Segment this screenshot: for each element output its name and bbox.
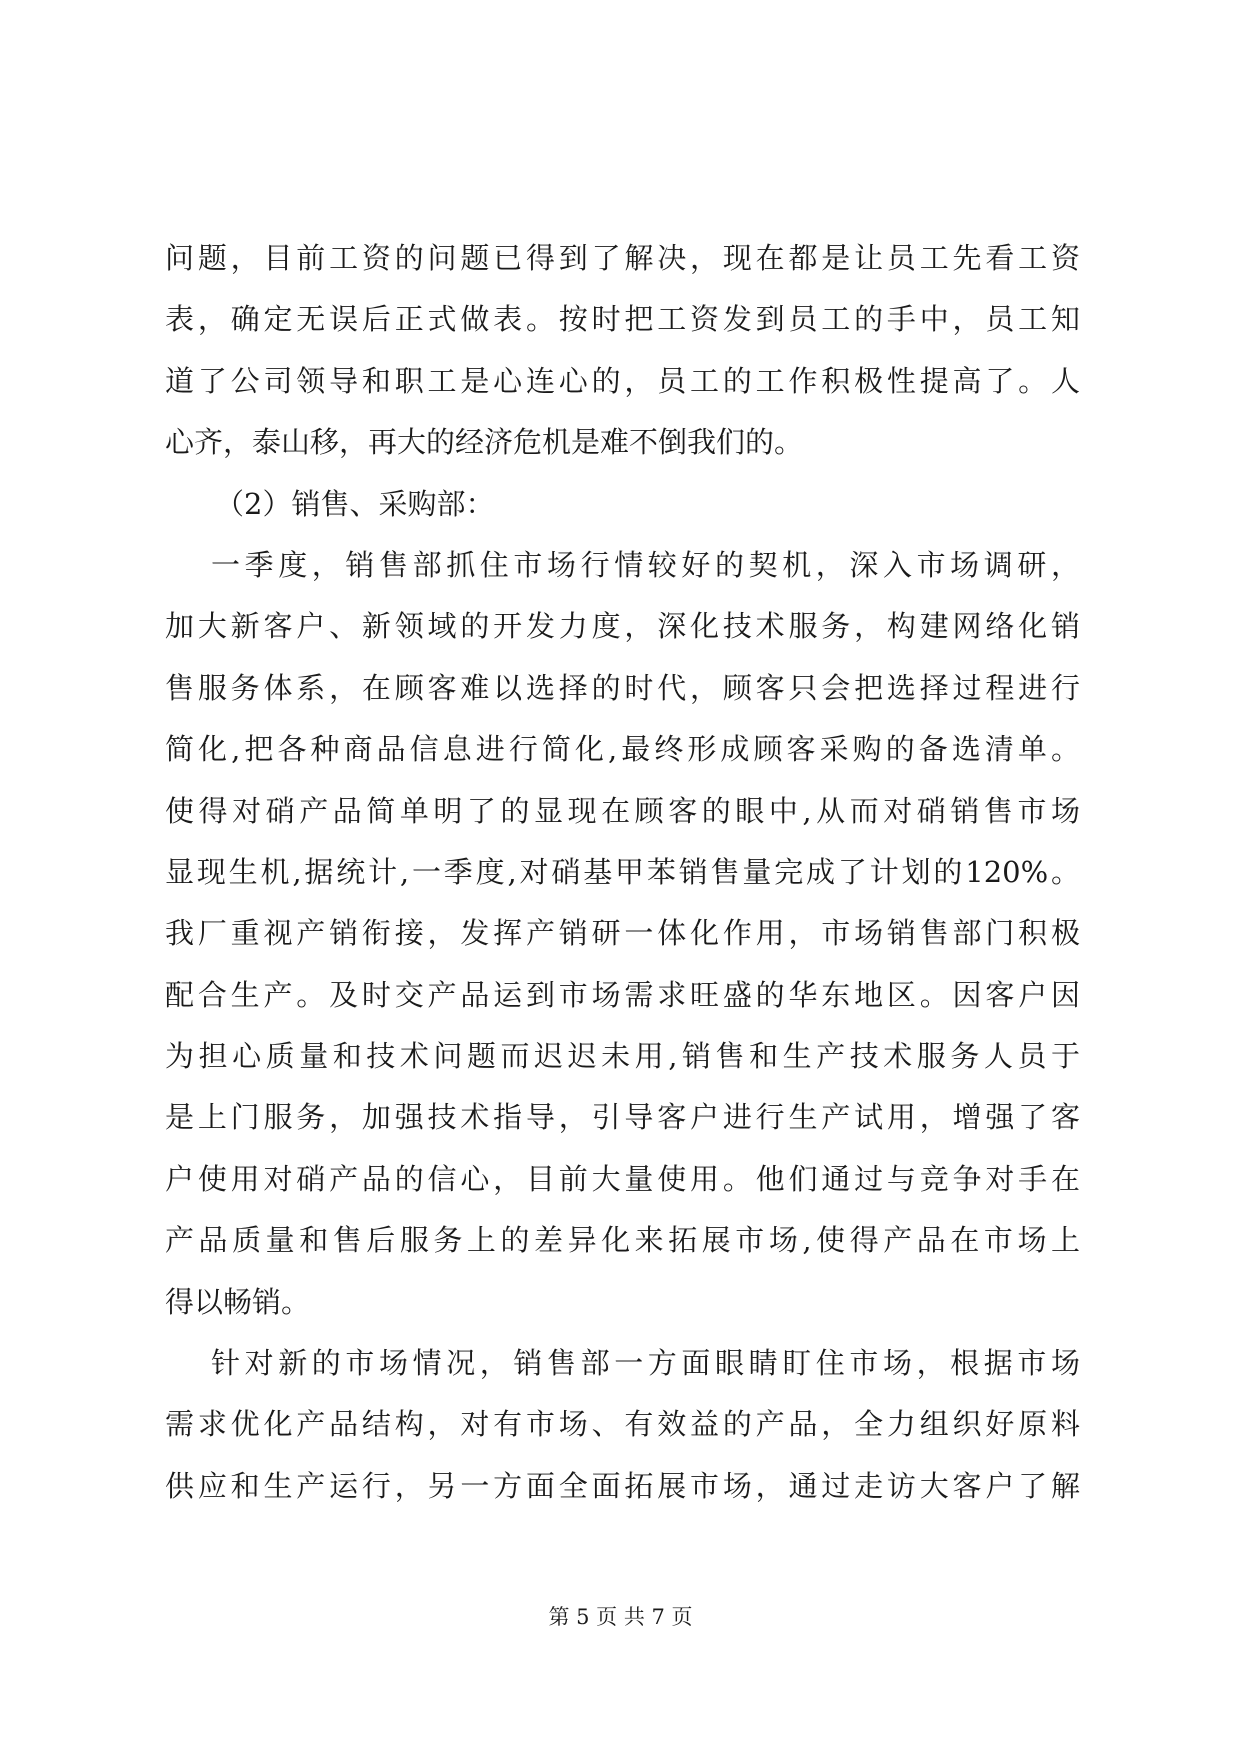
text-line: 加大新客户、新领域的开发力度，深化技术服务，构建网络化销 — [165, 609, 1080, 644]
text-line: 是上门服务，加强技术指导，引导客户进行生产试用，增强了客 — [165, 1100, 1080, 1135]
text-line: 表，确定无误后正式做表。按时把工资发到员工的手中，员工知 — [165, 302, 1080, 337]
text-line: 道了公司领导和职工是心连心的，员工的工作积极性提高了。人 — [165, 363, 1080, 398]
text-line: 我厂重视产销衔接，发挥产销研一体化作用，市场销售部门积极 — [165, 916, 1080, 951]
text-line: 使得对硝产品简单明了的显现在顾客的眼中,从而对硝销售市场 — [165, 793, 1080, 828]
text-line: 产品质量和售后服务上的差异化来拓展市场,使得产品在市场上 — [165, 1223, 1080, 1258]
text-line: 售服务体系，在顾客难以选择的时代，顾客只会把选择过程进行 — [165, 670, 1080, 705]
text-line: 供应和生产运行，另一方面全面拓展市场，通过走访大客户了解 — [165, 1468, 1080, 1503]
text-line: 得以畅销。 — [165, 1284, 311, 1319]
body-text — [165, 228, 1080, 1517]
text-line: 显现生机,据统计,一季度,对硝基甲苯销售量完成了计划的120%。 — [165, 854, 1080, 889]
text-line: （2）销售、采购部： — [215, 486, 495, 521]
text-line: 户使用对硝产品的信心，目前大量使用。他们通过与竞争对手在 — [165, 1161, 1080, 1196]
text-line: 配合生产。及时交产品运到市场需求旺盛的华东地区。因客户因 — [165, 977, 1080, 1012]
text-line: 针对新的市场情况，销售部一方面眼睛盯住市场，根据市场 — [211, 1346, 1080, 1381]
page-footer: 第 5 页 共 7 页 — [548, 1605, 693, 1629]
text-line: 需求优化产品结构，对有市场、有效益的产品，全力组织好原料 — [165, 1407, 1080, 1442]
text-line: 心齐，泰山移，再大的经济危机是难不倒我们的。 — [165, 425, 804, 460]
text-line: 问题，目前工资的问题已得到了解决，现在都是让员工先看工资 — [165, 241, 1080, 275]
text-line: 一季度，销售部抓住市场行情较好的契机，深入市场调研， — [211, 547, 1080, 582]
text-line: 为担心质量和技术问题而迟迟未用,销售和生产技术服务人员于 — [165, 1039, 1080, 1074]
text-line: 简化,把各种商品信息进行简化,最终形成顾客采购的备选清单。 — [165, 732, 1080, 767]
